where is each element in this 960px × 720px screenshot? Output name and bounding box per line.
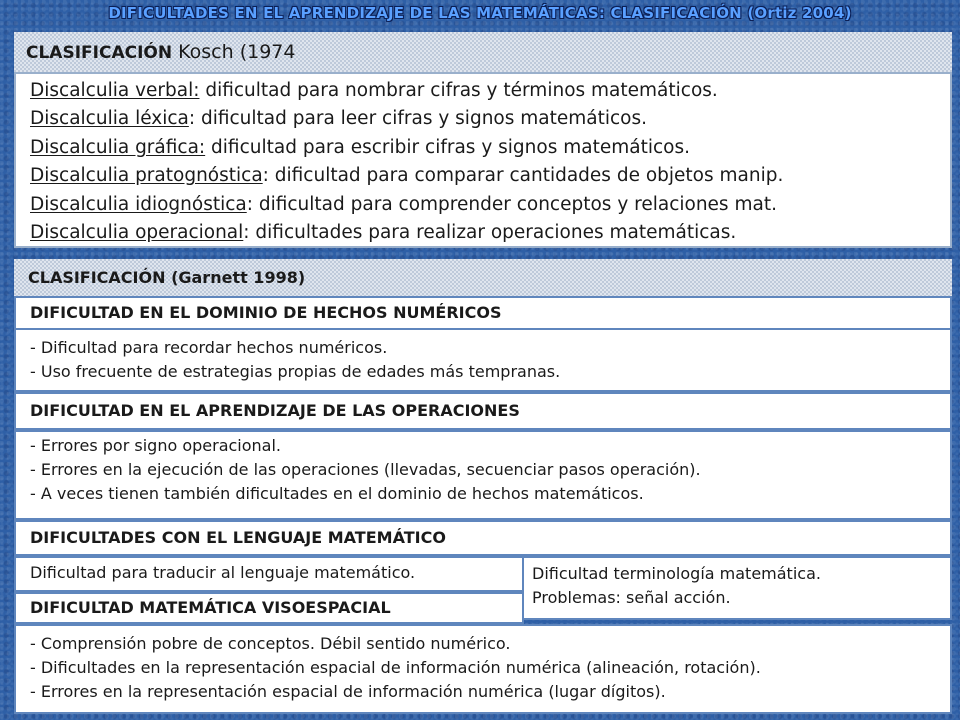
lenguaje-right-line: Dificultad terminología matemática. xyxy=(532,564,821,583)
kosch-term: Discalculia gráfica: xyxy=(30,136,206,158)
kosch-header-label: CLASIFICACIÓN xyxy=(26,43,173,63)
kosch-item-operacional xyxy=(30,219,936,247)
kosch-desc: : dificultad para leer cifras y signos matemáticos. xyxy=(188,108,648,130)
kosch-header xyxy=(14,32,952,72)
lenguaje-left: Dificultad para traducir al lenguaje matemático. xyxy=(14,556,524,592)
kosch-term: Discalculia verbal: xyxy=(30,80,200,101)
section-title-lenguaje: DIFICULTADES CON EL LENGUAJE MATEMÁTICO xyxy=(14,520,952,556)
visoespacial-line: - Errores en la representación espacial de información numérica (lugar dígitos). xyxy=(30,682,666,701)
kosch-item-idiognostica xyxy=(30,191,936,219)
hechos-line: - Uso frecuente de estrategias propias de edades más tempranas. xyxy=(30,362,561,381)
kosch-item-pratognostica xyxy=(30,162,936,190)
section-body-hechos xyxy=(14,328,952,392)
section-title-hechos: DIFICULTAD EN EL DOMINIO DE HECHOS NUMÉRICOS xyxy=(14,296,952,330)
kosch-desc: dificultad para escribir cifras y signos matemáticos. xyxy=(205,136,690,158)
garnett-header: CLASIFICACIÓN (Garnett 1998) xyxy=(14,259,952,297)
visoespacial-line: - Dificultades en la representación espacial de información numérica (alineación, rotación). xyxy=(30,658,761,677)
kosch-desc: : dificultades para realizar operaciones matemáticas. xyxy=(243,222,737,244)
kosch-item-grafica xyxy=(30,134,936,162)
kosch-desc: : dificultad para comprender conceptos y relaciones mat. xyxy=(246,193,777,215)
kosch-desc: dificultad para nombrar cifras y términos matemáticos. xyxy=(199,80,718,101)
operaciones-line: - Errores en la ejecución de las operaciones (llevadas, secuenciar pasos operación). xyxy=(30,460,701,479)
operaciones-line: - Errores por signo operacional. xyxy=(30,436,282,455)
kosch-list xyxy=(14,72,952,248)
section-title-operaciones: DIFICULTAD EN EL APRENDIZAJE DE LAS OPERACIONES xyxy=(14,392,952,430)
lenguaje-right xyxy=(522,556,952,620)
visoespacial-line: - Comprensión pobre de conceptos. Débil sentido numérico. xyxy=(30,634,511,653)
section-body-operaciones xyxy=(14,430,952,520)
kosch-desc: : dificultad para comparar cantidades de objetos manip. xyxy=(262,165,784,187)
kosch-header-author: Kosch (1974 xyxy=(172,41,296,63)
kosch-term: Discalculia operacional xyxy=(30,222,244,244)
section-body-visoespacial xyxy=(14,624,952,714)
operaciones-line: - A veces tienen también dificultades en el dominio de hechos matemáticos. xyxy=(30,484,644,503)
section-title-visoespacial: DIFICULTAD MATEMÁTICA VISOESPACIAL xyxy=(14,592,524,624)
slide-title: DIFICULTADES EN EL APRENDIZAJE DE LAS MATEMÁTICAS: CLASIFICACIÓN (Ortiz 2004) xyxy=(108,4,852,22)
hechos-line: - Dificultad para recordar hechos numéricos. xyxy=(30,338,388,357)
kosch-term: Discalculia idiognóstica xyxy=(30,193,247,215)
kosch-term: Discalculia pratognóstica xyxy=(30,165,263,187)
kosch-term: Discalculia léxica xyxy=(30,108,189,130)
kosch-item-verbal xyxy=(30,77,936,105)
lenguaje-right-line: Problemas: señal acción. xyxy=(532,588,731,607)
kosch-item-lexica xyxy=(30,105,936,133)
